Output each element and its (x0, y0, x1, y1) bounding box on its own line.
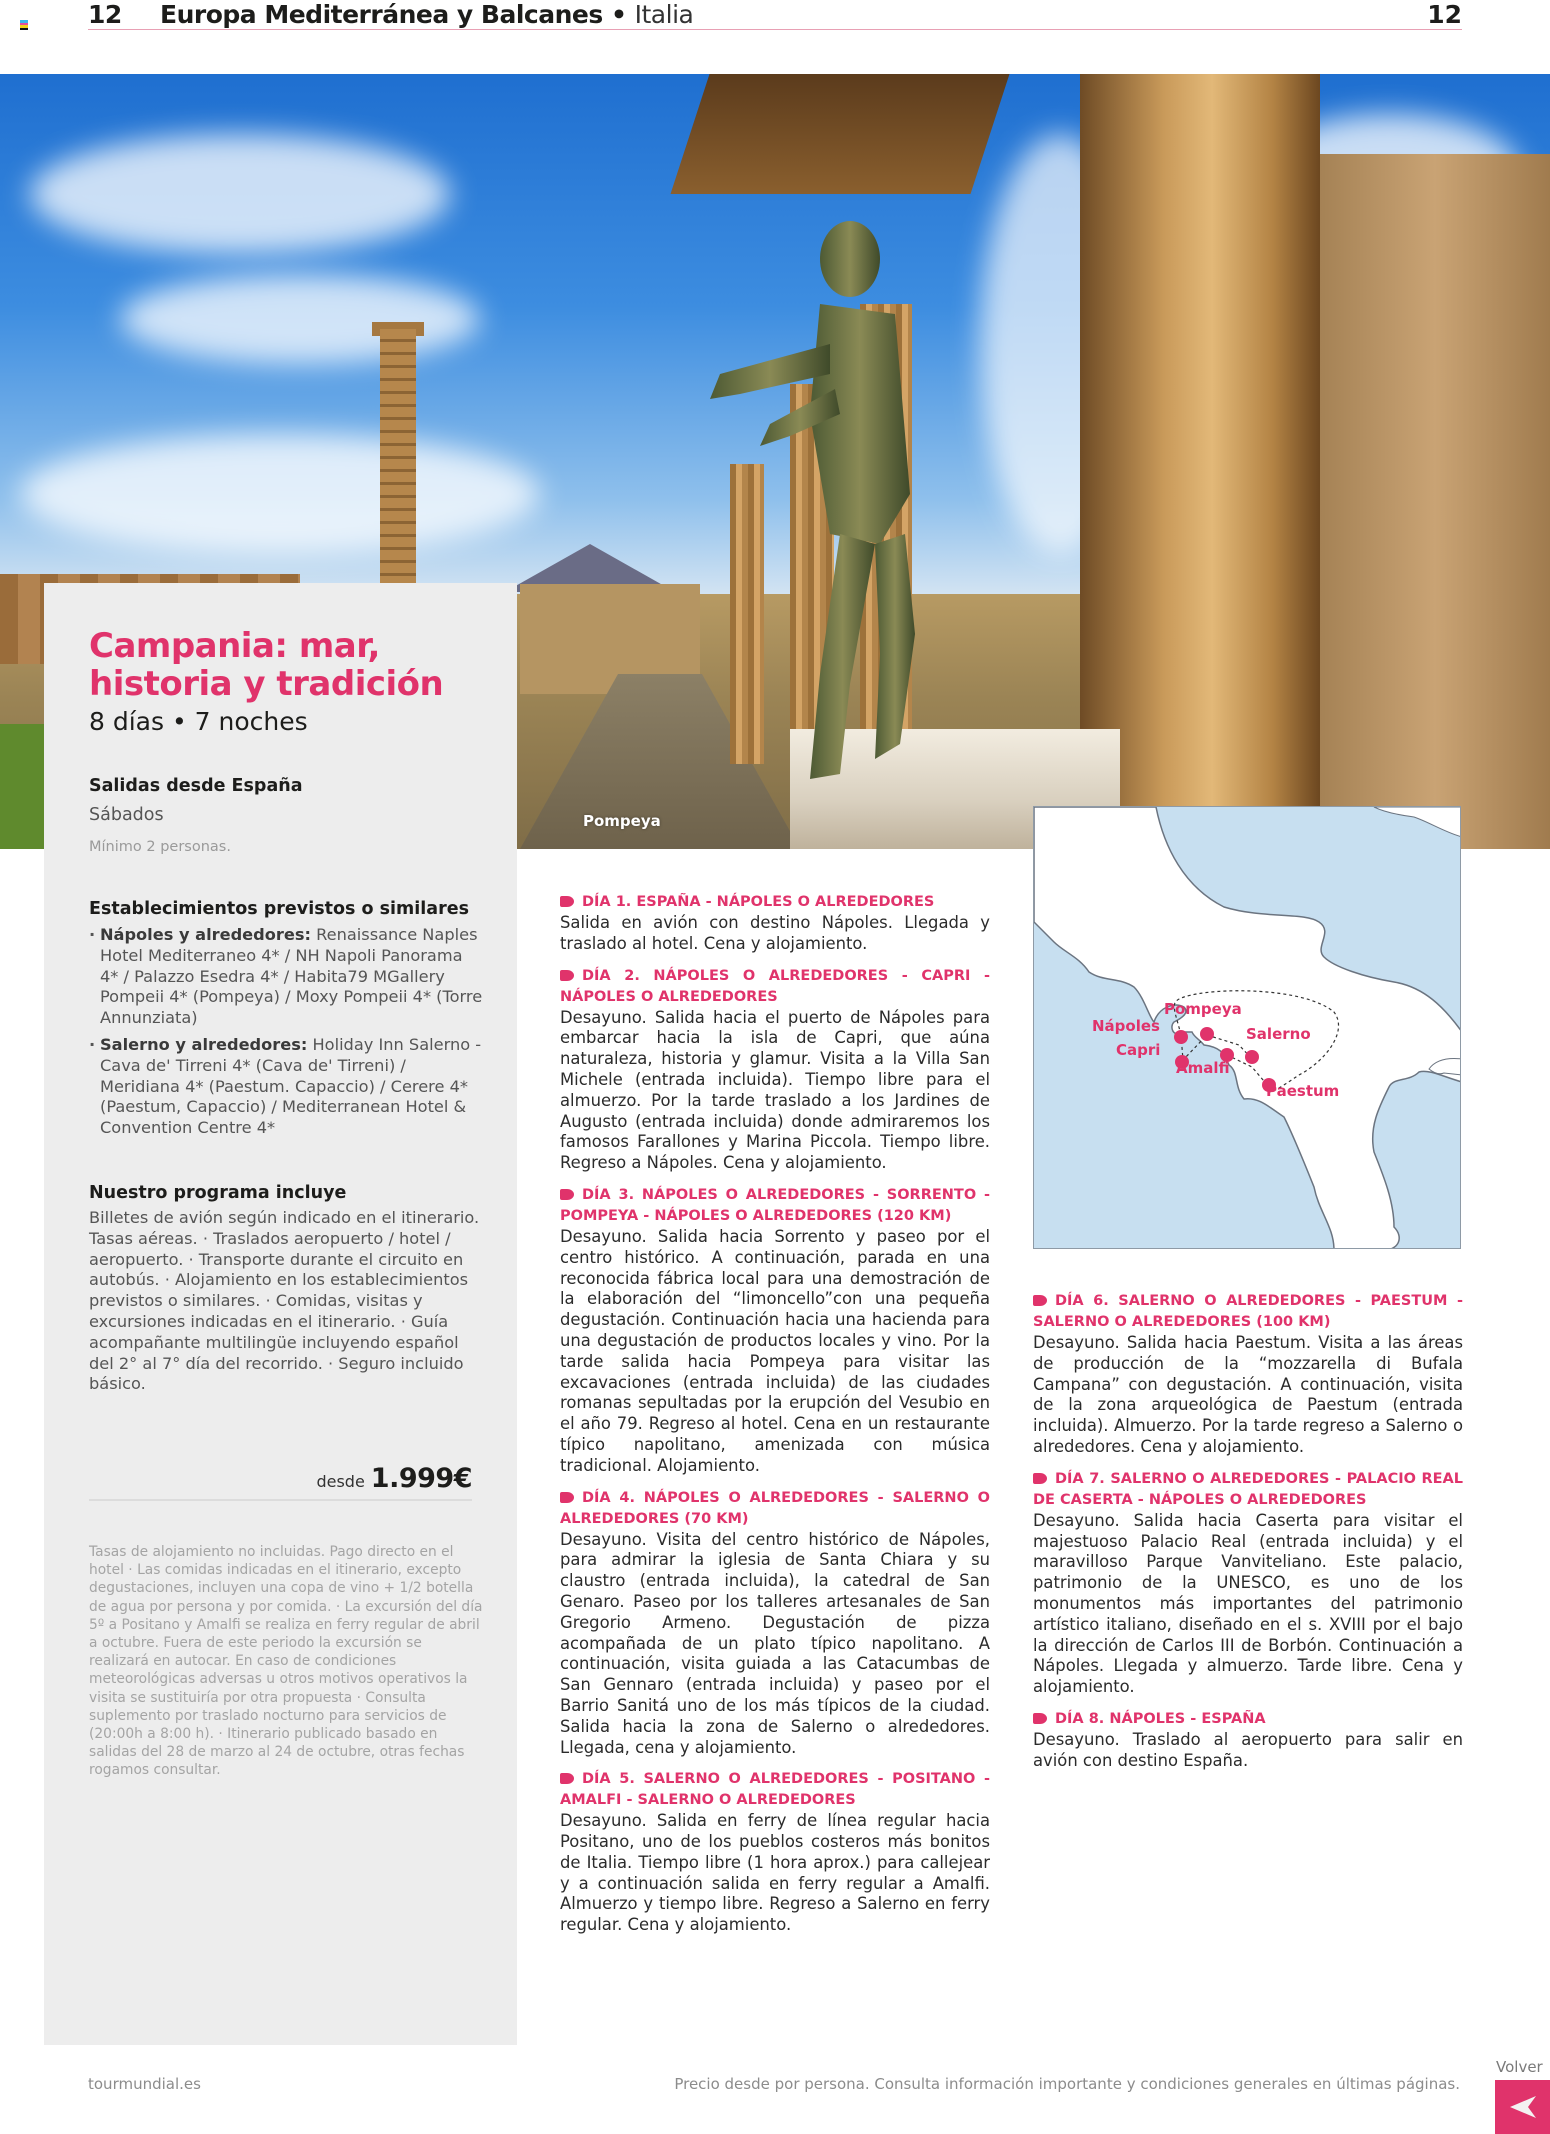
includes-section (89, 1183, 484, 1395)
ruin-pillar-large (1080, 74, 1320, 814)
map-label-napoles: Nápoles (1092, 1017, 1160, 1035)
day-title: DÍA 6. SALERNO O ALREDEDORES - PAESTUM - SALERNO O ALREDEDORES (100 KM) (1033, 1293, 1463, 1330)
map-label-pompeya: Pompeya (1164, 1000, 1242, 1018)
map-label-amalfi: Amalfi (1176, 1059, 1230, 1077)
itinerary-day (560, 966, 990, 1174)
day-heading (1033, 1291, 1463, 1333)
itinerary-day (1033, 1709, 1463, 1772)
page-number-right: 12 (1427, 0, 1462, 29)
hotels-list (89, 925, 484, 1139)
itinerary-day (1033, 1469, 1463, 1698)
photo-caption: Pompeya (583, 812, 661, 830)
page-number-left: 12 (88, 0, 122, 29)
map-label-salerno: Salerno (1246, 1025, 1311, 1043)
price-from-label: desde (316, 1472, 365, 1491)
itinerary-day (560, 892, 990, 955)
includes-heading: Nuestro programa incluye (89, 1183, 347, 1203)
trip-info-panel (44, 583, 517, 2045)
day-description: Desayuno. Salida hacia Caserta para visitar el majestuoso Palacio Real (entrada incluida) y el maravilloso Parque Vanviteliano. Este palacio, patrimonio de la UNESCO, es uno de los monumentos más importantes del patrimonio artístico italiano, diseñado en el s. XVIII por el bajo la dirección de Carlos III de Borbón. Continuación a Nápoles. Llegada y almuerzo. Tarde libre. Cena y alojamiento. (1033, 1510, 1463, 1697)
footer-price-note: Precio desde por persona. Consulta información importante y condiciones generales en últimas páginas. (674, 2075, 1460, 2093)
map-label-capri: Capri (1116, 1041, 1161, 1059)
itinerary-day (560, 1185, 990, 1477)
hotel-list-item (89, 925, 484, 1029)
hotels-section (89, 899, 484, 1145)
trip-duration: 8 días • 7 noches (89, 707, 308, 736)
bullet-marker-icon (1033, 1473, 1047, 1484)
itinerary-day (560, 1769, 990, 1936)
day-heading (560, 1769, 990, 1811)
print-color-mark (20, 20, 28, 30)
day-description: Desayuno. Salida hacia el puerto de Nápoles para embarcar hacia la isla de Capri, que aúna naturaleza, historia y glamur. Visita a la Villa San Michele (entrada incluida). Tiempo libre para el almuerzo. Por la tarde traslado a los Jardines de Augusto (entrada incluida) donde admiraremos los famosos Farallones y Marina Piccola. Tiempo libre. Regreso a Nápoles. Cena y alojamiento. (560, 1007, 990, 1173)
day-heading (1033, 1469, 1463, 1511)
hotels-heading: Establecimientos previstos o similares (89, 899, 470, 919)
trip-title (89, 627, 443, 703)
country-name: Italia (634, 0, 694, 29)
day-title: DÍA 5. SALERNO O ALREDEDORES - POSITANO - AMALFI - SALERNO O ALREDEDORES (560, 1771, 990, 1809)
map-marker-pompeya (1200, 1027, 1214, 1041)
day-description: Desayuno. Salida hacia Paestum. Visita a las áreas de producción de la “mozzarella di Bufala Campana” con degustación. A continuación, visita de la zona arqueológica de Paestum (entrada incluida). Almuerzo. Por la tarde regreso a Salerno o alrededores. Cena y alojamiento. (1033, 1333, 1463, 1456)
map-marker-salerno (1245, 1050, 1259, 1064)
route-map (1033, 806, 1461, 1249)
temple-beam (671, 74, 1010, 194)
day-title: DÍA 3. NÁPOLES O ALREDEDORES - SORRENTO - POMPEYA - NÁPOLES O ALREDEDORES (120 KM) (560, 1186, 990, 1224)
day-heading (1033, 1709, 1463, 1730)
departures-label: Salidas desde España (89, 776, 303, 796)
footer-website: tourmundial.es (88, 2075, 201, 2093)
itinerary-day (1033, 1291, 1463, 1458)
title-separator: • (602, 0, 635, 29)
day-description: Desayuno. Traslado al aeropuerto para salir en avión con destino España. (1033, 1729, 1463, 1770)
bullet-marker-icon (560, 1189, 574, 1200)
arrow-left-icon (1508, 2094, 1538, 2120)
bullet-marker-icon (1033, 1713, 1047, 1724)
page-header (88, 0, 1462, 30)
includes-text: Billetes de avión según indicado en el itinerario. Tasas aéreas. · Traslados aeropuerto / hotel / aeropuerto. · Transporte durante el circuito en autobús. · Alojamiento en los establecimientos previstos o similares. · Comidas, visitas y excursiones indicadas en el itinerario. · Guía acompañante multilingüe incluyendo español del 2° al 7° día del recorrido. · Seguro incluido básico. (89, 1208, 480, 1394)
section-name: Europa Mediterránea y Balcanes (160, 0, 603, 29)
hotel-list-item (89, 1035, 484, 1139)
departures-value: Sábados (89, 805, 164, 825)
day-description: Desayuno. Salida en ferry de línea regular hacia Positano, uno de los pueblos costeros más bonitos de Italia. Tiempo libre (1 hora aprox.) para callejear y a continuación salida en ferry regular a Amalfi. Almuerzo y tiempo libre. Regreso a Salerno en ferry regular. Cena y alojamiento. (560, 1811, 990, 1935)
itinerary-column-1 (560, 892, 990, 1947)
bullet-marker-icon (560, 1773, 574, 1784)
price-row (89, 1463, 472, 1501)
apollo-statue (700, 214, 930, 814)
ruin-wall-right (1320, 154, 1550, 849)
trip-title-line1: Campania: mar, (89, 626, 380, 666)
cloud (20, 434, 540, 554)
day-title: DÍA 8. NÁPOLES - ESPAÑA (1055, 1710, 1266, 1727)
bullet-marker-icon (1033, 1295, 1047, 1306)
day-description: Salida en avión con destino Nápoles. Llegada y traslado al hotel. Cena y alojamiento. (560, 913, 990, 953)
day-heading (560, 1185, 990, 1227)
day-description: Desayuno. Salida hacia Sorrento y paseo por el centro histórico. A continuación, parada en una reconocida fábrica local para una demostración de la elaboración del “limoncello”con una pequeña degustación. Continuación hacia una hacienda para una degustación de productos locales y vino. Por la tarde salida hacia Pompeya para visitar las excavaciones (entrada incluida) de las ciudades romanas sepultadas por la erupción del Vesubio en el año 79. Regreso al hotel. Cena en un restaurante típico napolitano, amenizada con música tradicional. Alojamiento. (560, 1226, 990, 1475)
back-button[interactable] (1495, 2080, 1550, 2134)
map-label-paestum: Paestum (1266, 1082, 1340, 1100)
section-title (160, 0, 693, 29)
minimum-persons: Mínimo 2 personas. (89, 839, 231, 855)
day-title: DÍA 1. ESPAÑA - NÁPOLES O ALREDEDORES (582, 894, 935, 910)
map-marker-napoles (1174, 1030, 1188, 1044)
hotel-area: Salerno y alrededores: (100, 1034, 308, 1054)
day-title: DÍA 4. NÁPOLES O ALREDEDORES - SALERNO O ALREDEDORES (70 KM) (560, 1489, 990, 1527)
hotel-area: Nápoles y alrededores: (100, 925, 311, 944)
cloud (30, 134, 450, 254)
cloud (120, 274, 480, 364)
price-amount: 1.999€ (370, 1463, 472, 1494)
hotel-names: Holiday Inn Salerno - Cava de' Tirreni 4* (Cava de' Tirreni) / Meridiana 4* (Paestum. Capaccio) / Cerere 4* (Paestum, Capaccio) / Mediterranean Hotel & Convention Centre 4* (100, 1034, 482, 1138)
hotel-names: Renaissance Naples Hotel Mediterraneo 4* / NH Napoli Panorama 4* / Palazzo Esedra 4* / Habita79 MGallery Pompeii 4* (Pompeya) / Moxy Pompeii 4* (Torre Annunziata) (100, 925, 483, 1028)
itinerary-column-2 (1033, 1291, 1463, 1783)
bullet-marker-icon (560, 1492, 574, 1503)
fine-print-notes: Tasas de alojamiento no incluidas. Pago directo en el hotel · Las comidas indicadas en el itinerario, excepto degustaciones, incluyen una copa de vino + 1/2 botella de agua por persona y por comida. · La excursión del día 5º a Positano y Amalfi se realiza en ferry regular de abril a octubre. Fuera de este periodo la excursión se realizará en autocar. En caso de condiciones meteorológicas adversas u otros motivos operativos la visita se sustituiría por otra propuesta · Consulta suplemento por traslado nocturno para servicios de (20:00h a 8:00 h). · Itinerario publicado basado en salidas del 28 de marzo al 24 de octubre, otras fechas rogamos consultar. (89, 1544, 483, 1779)
itinerary-day (560, 1488, 990, 1759)
land-top-right (1374, 807, 1461, 837)
day-title: DÍA 2. NÁPOLES O ALREDEDORES - CAPRI - NÁPOLES O ALREDEDORES (560, 967, 990, 1005)
day-heading (560, 892, 990, 913)
day-heading (560, 966, 990, 1008)
back-label: Volver (1496, 2058, 1543, 2076)
day-title: DÍA 7. SALERNO O ALREDEDORES - PALACIO REAL DE CASERTA - NÁPOLES O ALREDEDORES (1033, 1470, 1463, 1508)
trip-title-line2: historia y tradición (89, 664, 444, 704)
day-description: Desayuno. Visita del centro histórico de Nápoles, para admirar la iglesia de Santa Chiara y su claustro (entrada incluida), la catedral de San Genaro. Paseo por los talleres artesanales de San Gregorio Armeno. Degustación de pizza acompañada de un plato típico napolitano. A continuación, visita guiada a las Catacumbas de San Gennaro (entrada incluida) y paseo por el Barrio Sanitá uno de los más típicos de la ciudad. Salida hacia la zona de Salerno o alrededores. Llegada, cena y alojamiento. (560, 1529, 990, 1757)
bullet-marker-icon (560, 970, 574, 981)
day-heading (560, 1488, 990, 1530)
bullet-marker-icon (560, 896, 574, 907)
